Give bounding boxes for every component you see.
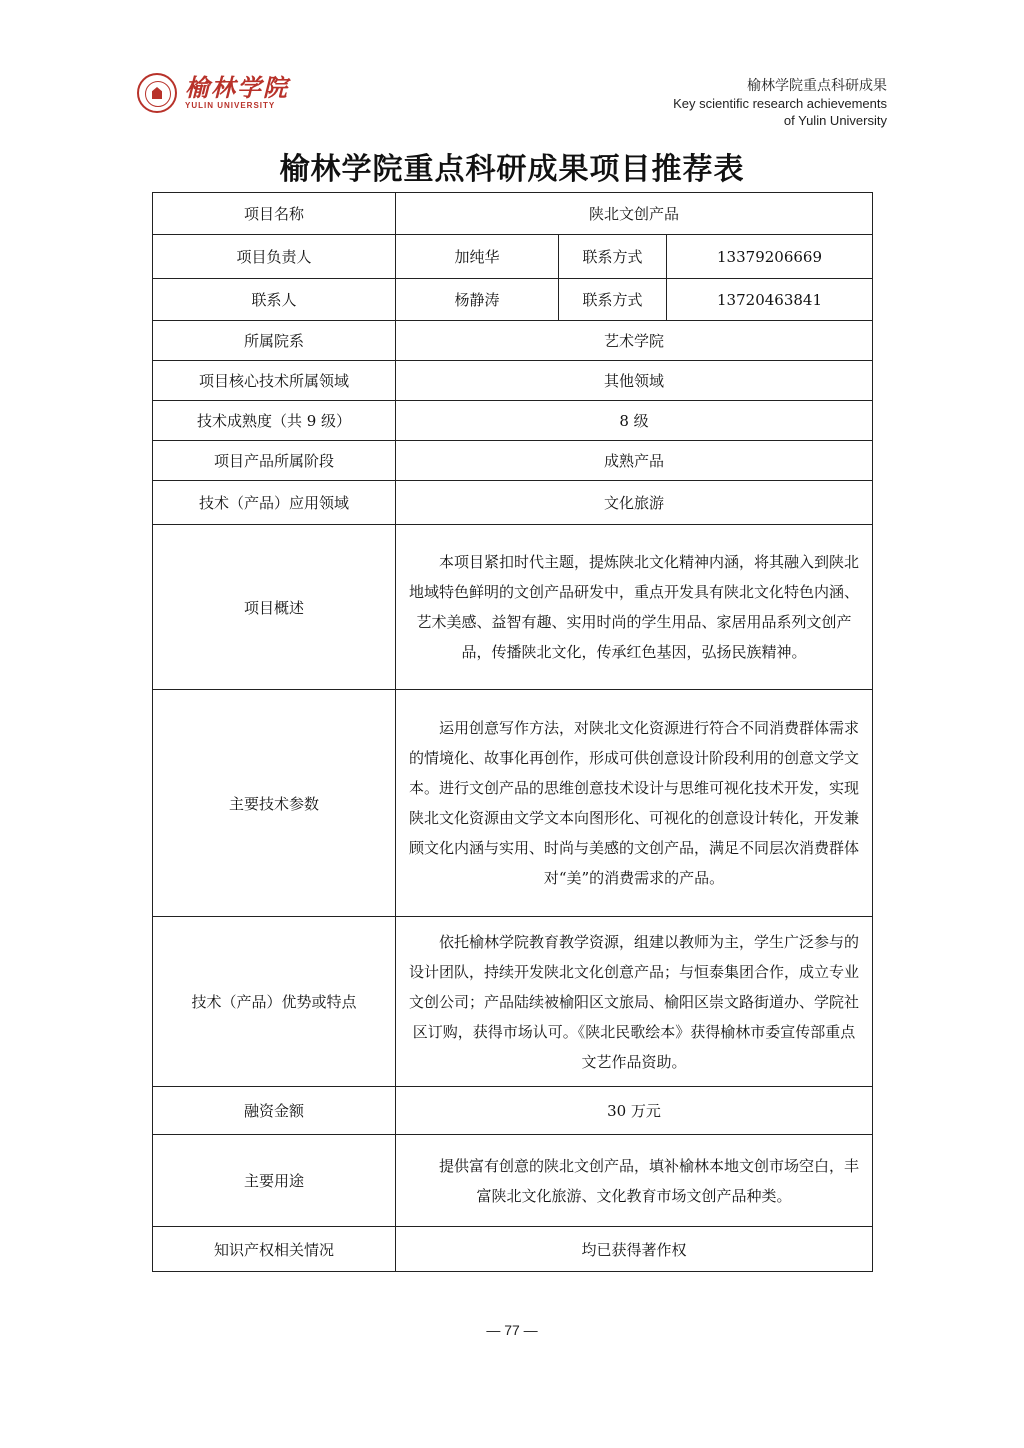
ip-value: 均已获得著作权 <box>396 1227 873 1272</box>
page-title: 榆林学院重点科研成果项目推荐表 <box>279 152 745 187</box>
contact-phone-value: 13720463841 <box>667 279 873 321</box>
project-name-label: 项目名称 <box>153 193 396 235</box>
leader-value: 加纯华 <box>396 235 559 279</box>
usage-label: 主要用途 <box>153 1135 396 1227</box>
overview-label: 项目概述 <box>153 525 396 690</box>
department-value: 艺术学院 <box>396 321 873 361</box>
funding-value: 30 万元 <box>396 1087 873 1135</box>
table-row <box>153 1087 873 1135</box>
leader-contact-label: 联系方式 <box>559 235 667 279</box>
application-label: 技术（产品）应用领域 <box>153 481 396 525</box>
stage-label: 项目产品所属阶段 <box>153 441 396 481</box>
table-row <box>153 279 873 321</box>
table-row <box>153 481 873 525</box>
running-header-cn: 榆林学院重点科研成果 <box>747 78 887 94</box>
maturity-value: 8 级 <box>396 401 873 441</box>
university-logo <box>137 73 289 113</box>
table-row <box>153 193 873 235</box>
table-row <box>153 441 873 481</box>
table-row <box>153 917 873 1087</box>
contact-person-label: 联系人 <box>153 279 396 321</box>
leader-contact-value: 13379206669 <box>667 235 873 279</box>
application-value: 文化旅游 <box>396 481 873 525</box>
overview-text: 本项目紧扣时代主题，提炼陕北文化精神内涵，将其融入到陕北地域特色鲜明的文创产品研发中，重点开发具有陕北文化特色内涵、艺术美感、益智有趣、实用时尚的学生用品、家居用品系列文创产品，传播陕北文化，传承红色基因，弘扬民族精神。 <box>396 525 873 690</box>
running-header-en-line1: Key scientific research achievements <box>673 96 887 111</box>
maturity-label: 技术成熟度（共 9 级） <box>153 401 396 441</box>
table-row <box>153 361 873 401</box>
table-row <box>153 401 873 441</box>
tech-field-label: 项目核心技术所属领域 <box>153 361 396 401</box>
stage-value: 成熟产品 <box>396 441 873 481</box>
logo-name-en: YULIN UNIVERSITY <box>185 101 276 110</box>
contact-phone-label: 联系方式 <box>559 279 667 321</box>
table-row <box>153 321 873 361</box>
leader-label: 项目负责人 <box>153 235 396 279</box>
running-header <box>673 78 887 129</box>
table-row <box>153 525 873 690</box>
table-row <box>153 1135 873 1227</box>
tech-field-value: 其他领域 <box>396 361 873 401</box>
page-number: — 77 — <box>486 1322 538 1338</box>
contact-person-value: 杨静涛 <box>396 279 559 321</box>
funding-label: 融资金额 <box>153 1087 396 1135</box>
university-seal-icon <box>137 73 177 113</box>
advantage-label: 技术（产品）优势或特点 <box>153 917 396 1087</box>
running-header-en-line2: of Yulin University <box>783 113 887 128</box>
params-text: 运用创意写作方法，对陕北文化资源进行符合不同消费群体需求的情境化、故事化再创作，形成可供创意设计阶段利用的创意文学文本。进行文创产品的思维创意技术设计与思维可视化技术开发，实现陕北文化资源由文学文本向图形化、可视化的创意设计转化，开发兼顾文化内涵与实用、时尚与美感的文创产品，满足不同层次消费群体对“美”的消费需求的产品。 <box>396 690 873 917</box>
project-name-value: 陕北文创产品 <box>396 193 873 235</box>
table-row <box>153 235 873 279</box>
usage-text: 提供富有创意的陕北文创产品，填补榆林本地文创市场空白，丰富陕北文化旅游、文化教育市场文创产品种类。 <box>396 1135 873 1227</box>
recommendation-form-table <box>152 192 873 1272</box>
advantage-text: 依托榆林学院教育教学资源，组建以教师为主，学生广泛参与的设计团队，持续开发陕北文化创意产品；与恒泰集团合作，成立专业文创公司；产品陆续被榆阳区文旅局、榆阳区崇文路街道办、学院社区订购，获得市场认可。《陕北民歌绘本》获得榆林市委宣传部重点文艺作品资助。 <box>396 917 873 1087</box>
table-row <box>153 1227 873 1272</box>
logo-name-cn: 榆林学院 <box>185 73 289 102</box>
ip-label: 知识产权相关情况 <box>153 1227 396 1272</box>
params-label: 主要技术参数 <box>153 690 396 917</box>
table-row <box>153 690 873 917</box>
department-label: 所属院系 <box>153 321 396 361</box>
